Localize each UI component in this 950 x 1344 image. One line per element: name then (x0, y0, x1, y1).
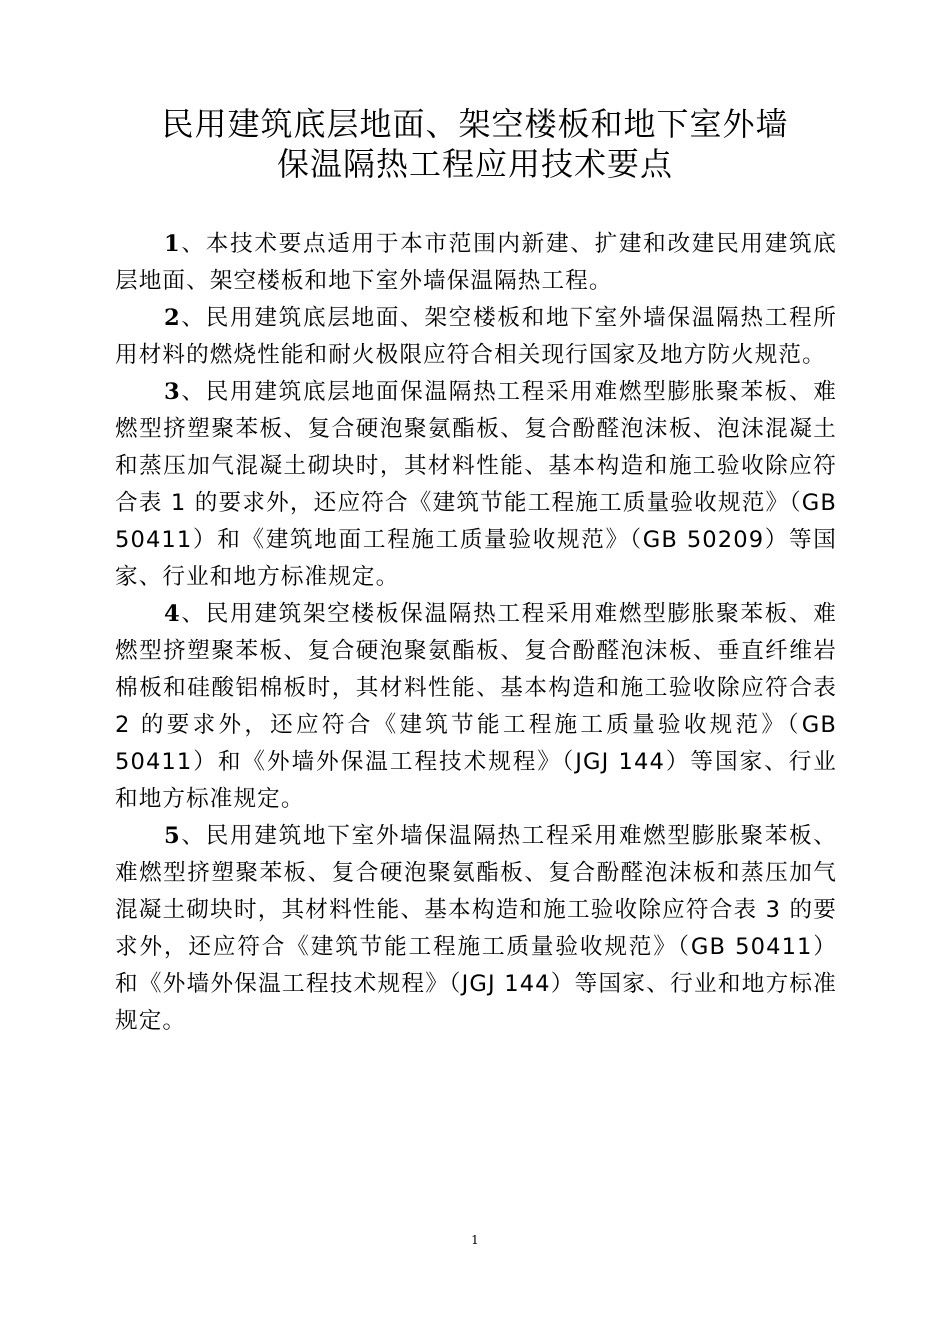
paragraph-text: 、民用建筑架空楼板保温隔热工程采用难燃型膨胀聚苯板、难燃型挤塑聚苯板、复合硬泡聚氨酯板、复合酚醛泡沫板、垂直纤维岩棉板和硅酸铝棉板时，其材料性能、基本构造和施工验收除应符合表 2 的要求外，还应符合《建筑节能工程施工质量验收规范》（GB 50411）和《外墙外保温工程技术规程》（JGJ 144）等国家、行业和地方标准规定。 (115, 601, 837, 812)
paragraph-text: 、民用建筑地下室外墙保温隔热工程采用难燃型膨胀聚苯板、难燃型挤塑聚苯板、复合硬泡聚氨酯板、复合酚醛泡沫板和蒸压加气混凝土砌块时，其材料性能、基本构造和施工验收除应符合表 3 的要求外，还应符合《建筑节能工程施工质量验收规范》（GB 50411）和《外墙外保温工程技术规程》（JGJ 144）等国家、行业和地方标准规定。 (115, 823, 837, 1034)
paragraph-number: 4 (164, 601, 181, 627)
document-title-line-1: 民用建筑底层地面、架空楼板和地下室外墙 (161, 105, 789, 143)
paragraph-text: 、民用建筑底层地面保温隔热工程采用难燃型膨胀聚苯板、难燃型挤塑聚苯板、复合硬泡聚氨酯板、复合酚醛泡沫板、泡沫混凝土和蒸压加气混凝土砌块时，其材料性能、基本构造和施工验收除应符合表 1 的要求外，还应符合《建筑节能工程施工质量验收规范》（GB 50411）和《建筑地面工程施工质量验收规范》（GB 50209）等国家、行业和地方标准规定。 (115, 379, 837, 590)
paragraph-number: 3 (164, 379, 181, 405)
paragraph-number: 5 (164, 823, 181, 849)
document-title-line-2: 保温隔热工程应用技术要点 (276, 145, 673, 183)
document-body (115, 226, 837, 1040)
page-number: 1 (471, 1233, 479, 1247)
paragraph-number: 1 (164, 231, 181, 257)
paragraph-3 (115, 374, 837, 596)
paragraph-4 (115, 596, 837, 818)
paragraph-text: 、民用建筑底层地面、架空楼板和地下室外墙保温隔热工程所用材料的燃烧性能和耐火极限应符合相关现行国家及地方防火规范。 (115, 305, 837, 368)
paragraph-1 (115, 226, 837, 300)
paragraph-5 (115, 818, 837, 1040)
paragraph-text: 、本技术要点适用于本市范围内新建、扩建和改建民用建筑底层地面、架空楼板和地下室外墙保温隔热工程。 (115, 231, 837, 294)
paragraph-2 (115, 300, 837, 374)
paragraph-number: 2 (164, 305, 181, 331)
